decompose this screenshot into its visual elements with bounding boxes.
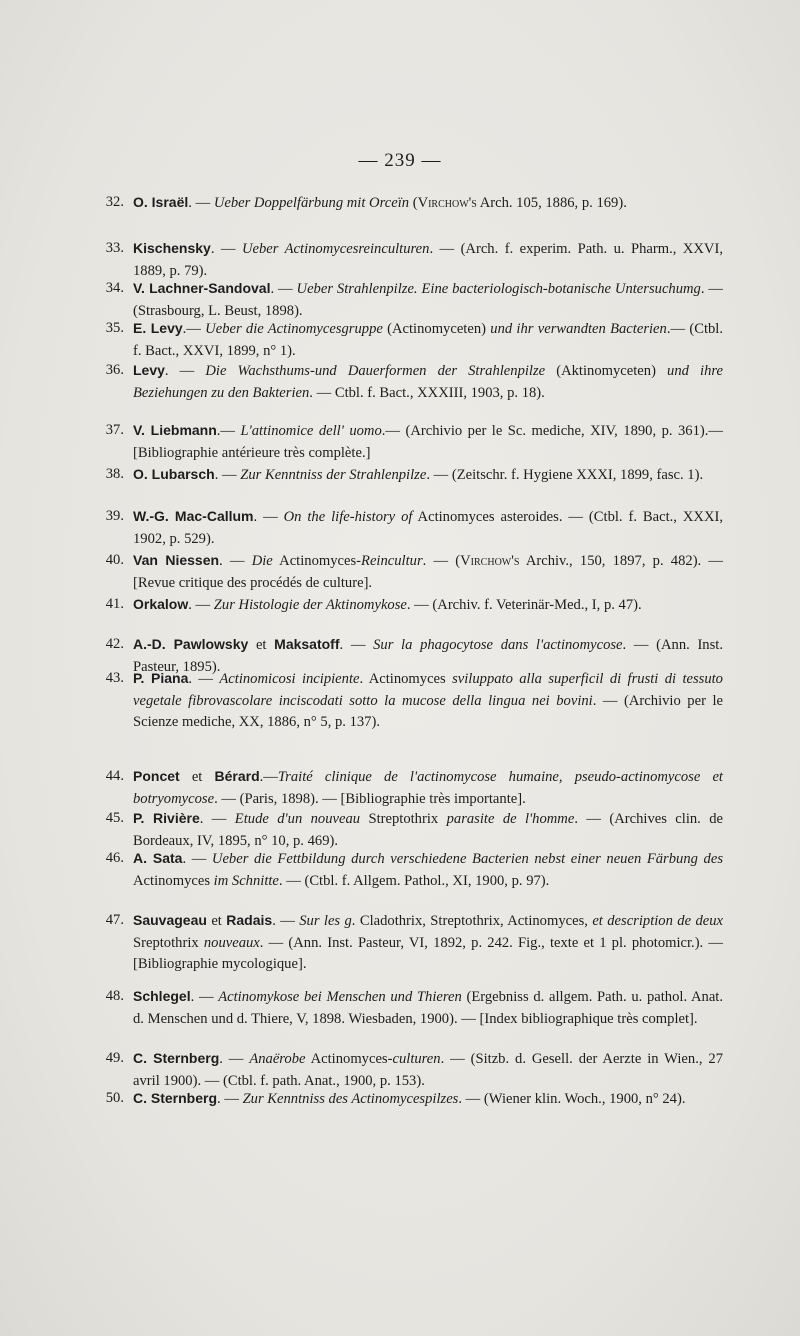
reference-author: P. Piana <box>133 670 189 686</box>
reference-author: A.-D. Pawlowsky <box>133 636 249 652</box>
reference-number: 44. <box>105 768 124 784</box>
reference-text: . — (Arch. f. experim. Path. u. Pharm., XXVI, 1889, p. 79). <box>133 241 723 279</box>
reference-text: . — <box>182 851 212 867</box>
reference-author: Orkalow <box>133 596 189 612</box>
reference-title: culturen <box>392 1051 441 1067</box>
reference-text: Actinomyces asteroides. — (Ctbl. f. Bact., XXXI, 1902, p. 529). <box>133 509 724 547</box>
reference-text: . — <box>270 281 297 297</box>
reference-title: Ueber die Fettbildung durch verschiedene Bacterien nebst einer neuen Färbung des <box>211 851 723 867</box>
reference-text: et <box>206 913 227 929</box>
reference-entry <box>84 668 723 734</box>
reference-text: . — (Strasbourg, L. Beust, 1898). <box>133 281 724 319</box>
reference-author: C. Sternberg <box>133 1090 218 1106</box>
reference-text: Arch. 105, 1886, p. 169). <box>476 195 627 211</box>
reference-text: . — Ctbl. f. Bact., XXXIII, 1903, p. 18). <box>309 384 545 401</box>
reference-entry <box>84 550 723 594</box>
reference-text: Actinomyces <box>133 872 214 889</box>
reference-author: V. Liebmann <box>133 422 217 438</box>
reference-title: Anaërobe <box>249 1051 306 1067</box>
reference-title: Etude d'un nouveau <box>234 811 361 827</box>
reference-title: Reincultur <box>361 553 423 569</box>
reference-title: Die Wachsthums-und Dauerformen der Strahlenpilze <box>205 363 546 379</box>
reference-entry <box>84 278 723 322</box>
reference-entry <box>84 192 723 215</box>
reference-title: Zur Histologie der Aktinomykose <box>213 597 407 613</box>
reference-author: Radais <box>226 912 273 928</box>
reference-text: . — (Zeitschr. f. Hygiene XXXI, 1899, fasc. 1). <box>426 467 704 483</box>
reference-author: Kischensky <box>133 240 211 256</box>
reference-text: . — <box>188 597 214 613</box>
reference-text: Sreptothrix <box>133 934 204 951</box>
reference-number: 34. <box>105 280 124 296</box>
reference-text: et <box>248 637 275 653</box>
reference-title: et description de deux <box>592 913 724 929</box>
reference-text: Archiv., 150, 1897, p. 482). — [Revue critique des procédés de culture]. <box>133 553 723 591</box>
reference-text: ( <box>409 195 418 211</box>
reference-text: .— <box>259 769 278 785</box>
reference-text: . — (Archiv. f. Veterinär-Med., I, p. 47). <box>406 597 642 613</box>
reference-entry <box>84 506 723 550</box>
reference-text: . — <box>272 913 300 929</box>
reference-number: 43. <box>105 670 124 686</box>
reference-number: 37. <box>105 422 124 438</box>
reference-title: sviluppato alla superficil di frusti di tessuto vegetale fibrovascolare inciscodati sotto la mucose della lingua nei bovini <box>133 671 723 709</box>
reference-text: . — <box>190 989 219 1005</box>
reference-title: Actinomicosi incipiente <box>219 671 360 687</box>
reference-title: und ihre Beziehungen zu den Bakterien <box>133 363 723 401</box>
reference-title: L'attinomice dell' uomo <box>240 423 382 439</box>
reference-entry <box>84 1048 723 1092</box>
reference-author: O. Lubarsch <box>133 466 215 482</box>
reference-number: 40. <box>105 552 124 568</box>
reference-text: . — (Ann. Inst. Pasteur, VI, 1892, p. 242. Fig., texte et 1 pl. photomicr.). — [Bibliographie mycologique]. <box>133 934 723 973</box>
reference-title: Zur Kenntniss der Strahlenpilze <box>240 467 427 483</box>
reference-number: 33. <box>105 240 124 256</box>
reference-text: Streptothrix <box>360 811 447 827</box>
reference-author: A. Sata <box>133 850 183 866</box>
reference-entry <box>84 848 723 892</box>
reference-text: . — (Wiener klin. Woch., 1900, n° 24). <box>458 1091 686 1107</box>
reference-text: et <box>179 769 215 785</box>
reference-number: 36. <box>105 362 124 378</box>
reference-entry <box>84 464 723 487</box>
reference-author: Maksatoff <box>274 636 340 652</box>
reference-text: . Actinomyces <box>359 671 453 687</box>
reference-author: P. Rivière <box>133 810 200 826</box>
reference-entry <box>84 318 723 362</box>
reference-entry <box>84 1088 723 1111</box>
reference-entry <box>84 766 723 810</box>
reference-text: . — (Archives clin. de Bordeaux, IV, 1895, n° 10, p. 469). <box>133 811 723 849</box>
reference-title: parasite de l'homme <box>446 811 575 827</box>
reference-entry <box>84 420 723 464</box>
reference-text: . — <box>219 1051 250 1067</box>
page-number: — 239 — <box>358 150 442 171</box>
reference-text: . — ( <box>422 553 461 569</box>
reference-entry <box>84 594 723 617</box>
reference-title: Ueber Doppelfärbung mit Orceïn <box>213 195 410 211</box>
reference-text: . — <box>217 1091 243 1107</box>
reference-author: C. Sternberg <box>133 1050 220 1066</box>
reference-number: 42. <box>105 636 124 652</box>
reference-number: 41. <box>105 596 124 612</box>
reference-entry <box>84 910 723 976</box>
reference-text: . — (Archivio per le Scienze mediche, XX, 1886, n° 5, p. 137). <box>133 692 723 731</box>
reference-title: Sur la phagocytose dans l'actinomycose <box>373 637 623 653</box>
reference-text: . — <box>339 637 374 653</box>
reference-text: .— <box>216 423 241 439</box>
reference-author: Levy <box>133 362 165 378</box>
reference-number: 47. <box>105 912 124 928</box>
reference-text: . — (Ann. Inst. Pasteur, 1895). <box>133 637 723 675</box>
reference-smallcaps: Virchow's <box>460 553 520 569</box>
reference-title: nouveaux <box>203 934 260 951</box>
reference-author: Van Niessen <box>133 552 220 568</box>
reference-entry <box>84 238 723 282</box>
reference-text: .— (Ctbl. f. Bact., XXVI, 1899, n° 1). <box>133 321 723 359</box>
reference-text: . — <box>210 241 242 257</box>
reference-text: Actinomyces- <box>305 1051 393 1067</box>
reference-title: Sur les g <box>299 913 352 929</box>
reference-title: Traité clinique de l'actinomycose humaine, pseudo-actinomycose et botryomycose <box>133 769 723 807</box>
reference-entry <box>84 360 723 404</box>
reference-author: W.-G. Mac-Callum <box>133 508 254 524</box>
reference-title: Ueber Strahlenpilze. Eine bacteriologisch-botanische Untersuchumg <box>296 281 701 297</box>
reference-number: 45. <box>105 810 124 826</box>
reference-number: 46. <box>105 850 124 866</box>
reference-title: Ueber die Actinomycesgruppe <box>205 321 383 337</box>
reference-text: . Cladothrix, Streptothrix, Actinomyces, <box>351 913 593 929</box>
reference-author: Bérard <box>214 768 260 784</box>
reference-author: E. Levy <box>133 320 183 336</box>
reference-text: .— (Archivio per le Sc. mediche, XIV, 1890, p. 361).— [Bibliographie antérieure très complète.] <box>133 423 723 461</box>
reference-text: .— <box>182 321 206 337</box>
reference-number: 39. <box>105 508 124 524</box>
reference-title: Actinomykose bei Menschen und Thieren <box>218 989 462 1005</box>
reference-text: (Aktinomyceten) <box>545 363 668 379</box>
reference-title: Ueber Actinomycesreinculturen <box>241 241 430 257</box>
reference-author: Sauvageau <box>133 912 207 928</box>
reference-author: V. Lachner-Sandoval <box>133 280 271 296</box>
reference-title: On the life-history of <box>283 509 413 525</box>
reference-title: im Schnitte <box>213 872 279 889</box>
reference-text: . — (Ctbl. f. Allgem. Pathol., XI, 1900, p. 97). <box>278 872 550 889</box>
reference-author: Schlegel <box>133 988 191 1004</box>
reference-author: Poncet <box>133 768 180 784</box>
reference-title: Die <box>251 553 273 569</box>
reference-title: Zur Kenntniss des Actinomycespilzes <box>242 1091 459 1107</box>
reference-text: Actinomyces- <box>272 553 362 569</box>
reference-number: 35. <box>105 320 124 336</box>
reference-entry <box>84 986 723 1030</box>
reference-number: 38. <box>105 466 124 482</box>
reference-text: . — <box>199 811 235 827</box>
reference-text: . — (Paris, 1898). — [Bibliographie très importante]. <box>214 790 526 807</box>
reference-text: (Actinomyceten) <box>382 321 491 337</box>
reference-text: . — <box>214 467 241 483</box>
reference-smallcaps: Virchow's <box>417 195 477 211</box>
reference-text: . — <box>188 195 214 211</box>
reference-text: . — <box>219 553 252 569</box>
reference-number: 49. <box>105 1050 124 1066</box>
reference-number: 48. <box>105 988 124 1004</box>
reference-number: 50. <box>105 1090 124 1106</box>
reference-text: (Ergebniss d. allgem. Path. u. pathol. Anat. d. Menschen und d. Thiere, V, 1898. Wiesbaden, 1900). — [Index bibliographique très complet]. <box>133 989 723 1027</box>
reference-text: . — <box>164 363 206 379</box>
reference-entry <box>84 808 723 852</box>
reference-number: 32. <box>105 194 124 210</box>
reference-author: O. Israël <box>133 194 189 210</box>
reference-text: . — <box>253 509 284 525</box>
reference-text: . — (Sitzb. d. Gesell. der Aerzte in Wien., 27 avril 1900). — (Ctbl. f. path. Anat., 1900, p. 153). <box>133 1051 723 1089</box>
reference-text: . — <box>188 671 220 687</box>
reference-title: und ihr verwandten Bacterien <box>490 321 667 337</box>
